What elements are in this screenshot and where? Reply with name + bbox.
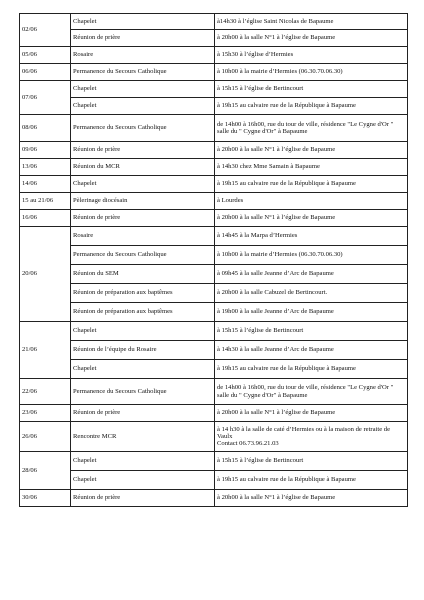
- details-cell: à 15h30 à l’église d’Hermies: [215, 47, 408, 64]
- schedule-row: [20, 115, 408, 142]
- schedule-row: [20, 176, 408, 193]
- event-cell: Réunion de prière: [71, 405, 215, 422]
- schedule-row: [20, 265, 408, 284]
- schedule-row: [20, 360, 408, 379]
- event-cell: Chapelet: [71, 471, 215, 490]
- schedule-row: [20, 379, 408, 405]
- date-cell: 28/06: [20, 452, 71, 490]
- event-cell: Permanence du Secours Catholique: [71, 379, 215, 405]
- details-cell: à 15h15 à l’église de Bertincourt: [215, 322, 408, 341]
- date-cell: 30/06: [20, 490, 71, 507]
- details-cell: à 14h30 à la salle Jeanne d’Arc de Bapaume: [215, 341, 408, 360]
- details-cell: à 15h15 à l’église de Bertincourt: [215, 452, 408, 471]
- event-cell: Rosaire: [71, 227, 215, 246]
- details-cell: à 15h15 à l’église de Bertincourt: [215, 81, 408, 98]
- event-cell: Chapelet: [71, 14, 215, 30]
- event-cell: Réunion du SEM: [71, 265, 215, 284]
- date-cell: 16/06: [20, 210, 71, 227]
- details-cell: à Lourdes: [215, 193, 408, 210]
- event-cell: Réunion de prière: [71, 142, 215, 159]
- event-cell: Chapelet: [71, 81, 215, 98]
- date-cell: 21/06: [20, 322, 71, 379]
- event-cell: Permanence du Secours Catholique: [71, 246, 215, 265]
- date-cell: 13/06: [20, 159, 71, 176]
- date-cell: 20/06: [20, 227, 71, 322]
- details-cell: à 09h45 à la salle Jeanne d’Arc de Bapaume: [215, 265, 408, 284]
- details-cell: à 20h00 à la salle N°1 à l’église de Bapaume: [215, 405, 408, 422]
- schedule-row: [20, 98, 408, 115]
- event-cell: Réunion de préparation aux baptêmes: [71, 284, 215, 303]
- schedule-row: [20, 159, 408, 176]
- details-cell: à 10h00 à la mairie d’Hermies (06.30.70.06.30): [215, 64, 408, 81]
- schedule-row: [20, 47, 408, 64]
- details-cell: de 14h00 à 16h00, rue du tour de ville, résidence "Le Cygne d'Or " salle du " Cygne d'Or" à Bapaume: [215, 115, 408, 142]
- schedule-row: [20, 14, 408, 30]
- details-cell: à 20h00 à la salle N°1 à l’église de Bapaume: [215, 30, 408, 47]
- event-cell: Réunion du MCR: [71, 159, 215, 176]
- date-cell: 06/06: [20, 64, 71, 81]
- schedule-row: [20, 246, 408, 265]
- date-cell: 23/06: [20, 405, 71, 422]
- event-cell: Réunion de prière: [71, 210, 215, 227]
- details-cell: à 14h45 à la Marpa d’Hermies: [215, 227, 408, 246]
- schedule-row: [20, 30, 408, 47]
- event-cell: Réunion de prière: [71, 490, 215, 507]
- date-cell: 07/06: [20, 81, 71, 115]
- schedule-row: [20, 322, 408, 341]
- schedule-row: [20, 471, 408, 490]
- details-cell: à 19h15 au calvaire rue de la République à Bapaume: [215, 360, 408, 379]
- event-cell: Permanence du Secours Catholique: [71, 115, 215, 142]
- date-cell: 26/06: [20, 422, 71, 452]
- schedule-row: [20, 490, 408, 507]
- schedule-row: [20, 422, 408, 452]
- details-cell: à 19h15 au calvaire rue de la République à Bapaume: [215, 176, 408, 193]
- date-cell: 15 au 21/06: [20, 193, 71, 210]
- date-cell: 14/06: [20, 176, 71, 193]
- event-cell: Chapelet: [71, 98, 215, 115]
- details-cell: à 19h00 à la salle Jeanne d’Arc de Bapaume: [215, 303, 408, 322]
- event-cell: Chapelet: [71, 452, 215, 471]
- details-cell: à 20h00 à la salle Cabuzel de Bertincourt.: [215, 284, 408, 303]
- schedule-row: [20, 193, 408, 210]
- schedule-row: [20, 303, 408, 322]
- schedule-row: [20, 142, 408, 159]
- event-cell: Rencontre MCR: [71, 422, 215, 452]
- details-cell: de 14h00 à 16h00, rue du tour de ville, résidence "Le Cygne d'Or " salle du " Cygne d'Or" à Bapaume: [215, 379, 408, 405]
- event-cell: Chapelet: [71, 176, 215, 193]
- schedule-row: [20, 405, 408, 422]
- details-cell: à 20h00 à la salle N°1 à l’église de Bapaume: [215, 490, 408, 507]
- details-cell: à14h30 à l’église Saint Nicolas de Bapaume: [215, 14, 408, 30]
- event-cell: Pèlerinage diocésain: [71, 193, 215, 210]
- schedule-row: [20, 284, 408, 303]
- date-cell: 02/06: [20, 14, 71, 47]
- details-cell: à 10h00 à la mairie d’Hermies (06.30.70.06.30): [215, 246, 408, 265]
- details-cell: à 20h00 à la salle N°1 à l’église de Bapaume: [215, 142, 408, 159]
- schedule-body: [20, 14, 408, 507]
- event-cell: Chapelet: [71, 360, 215, 379]
- event-cell: Rosaire: [71, 47, 215, 64]
- event-cell: Réunion de préparation aux baptêmes: [71, 303, 215, 322]
- details-cell: à 19h15 au calvaire rue de la République à Bapaume: [215, 471, 408, 490]
- details-cell: à 20h00 à la salle N°1 à l’église de Bapaume: [215, 210, 408, 227]
- details-cell: à 14 h30 à la salle de caté d’Hermies ou à la maison de retraite de Vaulx Contact 06.73.96.21.03: [215, 422, 408, 452]
- event-cell: Permanence du Secours Catholique: [71, 64, 215, 81]
- date-cell: 08/06: [20, 115, 71, 142]
- event-cell: Réunion de l’équipe du Rosaire: [71, 341, 215, 360]
- details-cell: à 14h30 chez Mme Samain à Bapaume: [215, 159, 408, 176]
- event-cell: Réunion de prière: [71, 30, 215, 47]
- schedule-row: [20, 64, 408, 81]
- schedule-row: [20, 210, 408, 227]
- schedule-row: [20, 341, 408, 360]
- schedule-row: [20, 81, 408, 98]
- event-cell: Chapelet: [71, 322, 215, 341]
- details-cell: à 19h15 au calvaire rue de la République à Bapaume: [215, 98, 408, 115]
- date-cell: 09/06: [20, 142, 71, 159]
- schedule-row: [20, 227, 408, 246]
- date-cell: 05/06: [20, 47, 71, 64]
- schedule-row: [20, 452, 408, 471]
- date-cell: 22/06: [20, 379, 71, 405]
- schedule-table: [19, 13, 408, 507]
